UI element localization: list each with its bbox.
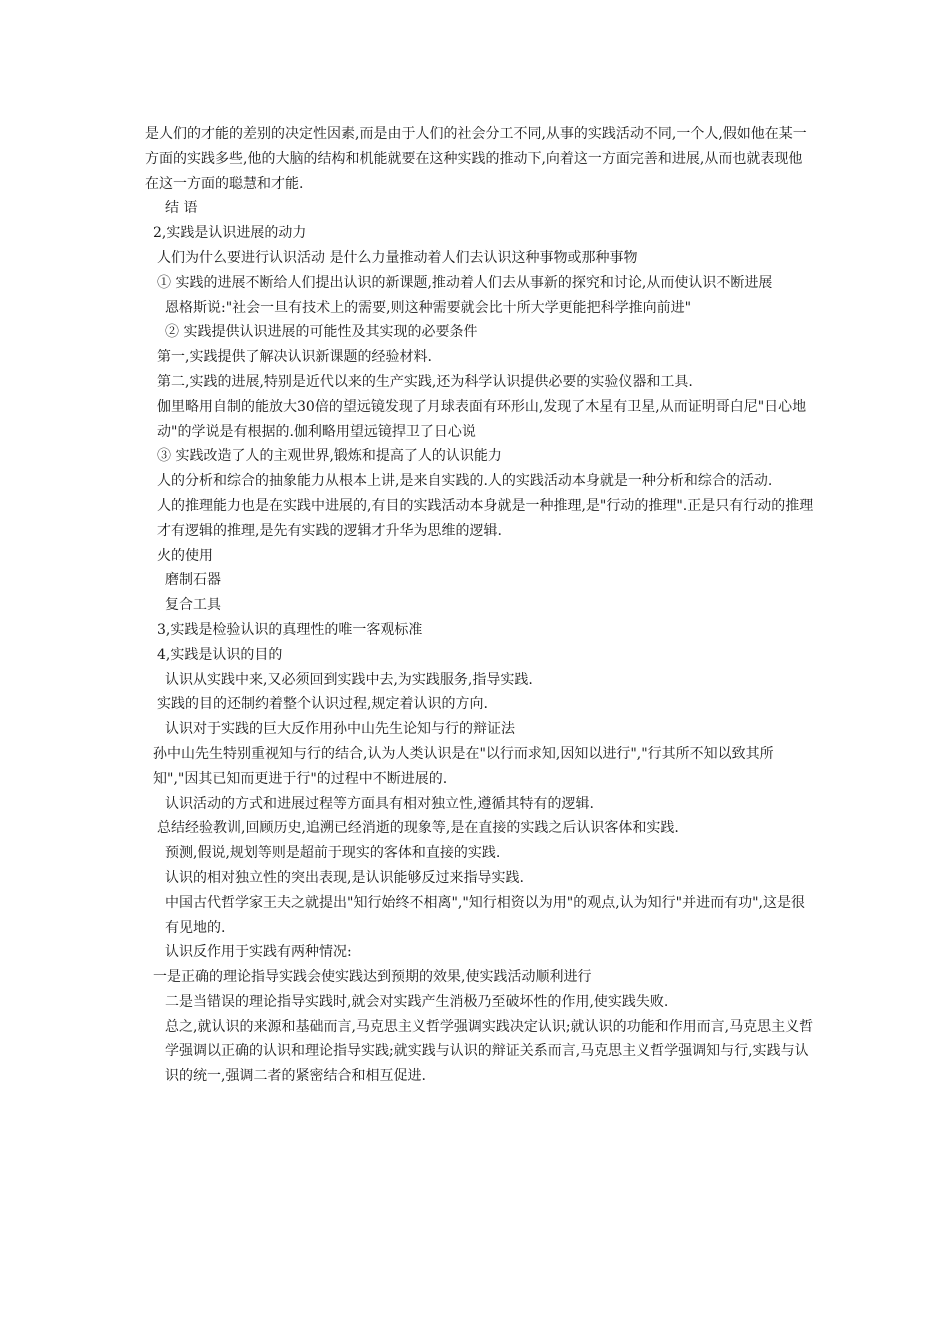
paragraph-wang-fuzhi: 中国古代哲学家王夫之就提出"知行始终不相离","知行相资以为用"的观点,认为知行"并进而有功",这是很有见地的. <box>165 894 805 936</box>
document-body <box>145 122 815 1089</box>
paragraph-composite-tools: 复合工具 <box>165 597 221 614</box>
paragraph-polished-stone: 磨制石器 <box>165 572 221 589</box>
paragraph-guiding-practice: 认识的相对独立性的突出表现,是认识能够反过来指导实践. <box>165 869 524 886</box>
paragraph-correct-theory: 一是正确的理论指导实践会使实践达到预期的效果,使实践活动顺利进行 <box>153 969 592 986</box>
paragraph-summary: 总之,就认识的来源和基础而言,马克思主义哲学强调实践决定认识;就认识的功能和作用而言,马克思主义哲学强调以正确的认识和理论指导实践;就实践与认识的辩证关系而言,马克思主义哲学强调知与行,实践与认识的统一,强调二者的紧密结合和相互促进. <box>165 1018 814 1085</box>
paragraph-reasoning: 人的推理能力也是在实践中进展的,有目的实践活动本身就是一种推理,是"行动的推理".正是只有行动的推理才有逻辑的推理,是先有实践的逻辑才升华为思维的逻辑. <box>157 497 814 539</box>
paragraph-sun-yatsen: 孙中山先生特别重视知与行的结合,认为人类认识是在"以行而求知,因知以进行","行其所不知以致其所知","因其已知而更进于行"的过程中不断进展的. <box>153 745 774 787</box>
paragraph-point-2: ② 实践提供认识进展的可能性及其实现的必要条件 <box>165 324 478 341</box>
paragraph-talent-difference: 是人们的才能的差别的决定性因素,而是由于人们的社会分工不同,从事的实践活动不同,一个人,假如他在某一方面的实践多些,他的大脑的结构和机能就要在这种实践的推动下,向着这一方面完善和进展,从而也就表现他在这一方面的聪慧和才能. <box>145 126 807 192</box>
paragraph-wrong-theory: 二是当错误的理论指导实践时,就会对实践产生消极乃至破坏性的作用,使实践失败. <box>165 993 669 1010</box>
paragraph-point-3: ③ 实践改造了人的主观世界,锻炼和提高了人的认识能力 <box>157 448 502 465</box>
paragraph-purpose-of-practice: 实践的目的还制约着整个认识过程,规定着认识的方向. <box>157 696 488 713</box>
paragraph-from-practice: 认识从实践中来,又必须回到实践中去,为实践服务,指导实践. <box>165 671 533 688</box>
paragraph-section-2-heading: 2,实践是认识进展的动力 <box>153 225 307 242</box>
paragraph-section-3-heading: 3,实践是检验认识的真理性的唯一客观标准 <box>157 621 423 638</box>
paragraph-analysis-synthesis: 人的分析和综合的抽象能力从根本上讲,是来自实践的.人的实践活动本身就是一种分析和综合的活动. <box>157 473 773 490</box>
paragraph-two-situations: 认识反作用于实践有两种情况: <box>165 944 352 961</box>
paragraph-use-of-fire: 火的使用 <box>157 547 213 564</box>
paragraph-second: 第二,实践的进展,特别是近代以来的生产实践,还为科学认识提供必要的实验仪器和工具. <box>157 373 693 390</box>
paragraph-point-1: ① 实践的进展不断给人们提出认识的新课题,推动着人们去从事新的探究和讨论,从而使认识不断进展 <box>157 274 773 291</box>
paragraph-prediction: 预测,假说,规划等则是超前于现实的客体和直接的实践. <box>165 845 501 862</box>
paragraph-galileo: 伽里略用自制的能放大30倍的望远镜发现了月球表面有环形山,发现了木星有卫星,从而证明哥白尼"日心地动"的学说是有根据的.伽利略用望远镜捍卫了日心说 <box>157 398 807 440</box>
paragraph-conclusion-heading: 结 语 <box>165 200 198 217</box>
paragraph-engels-quote: 恩格斯说:"社会一旦有技术上的需要,则这种需要就会比十所大学更能把科学推向前进" <box>165 299 692 316</box>
paragraph-section-4-heading: 4,实践是认识的目的 <box>157 646 283 663</box>
paragraph-sun-yatsen-heading: 认识对于实践的巨大反作用孙中山先生论知与行的辩证法 <box>165 721 515 738</box>
paragraph-why-cognize: 人们为什么要进行认识活动 是什么力量推动着人们去认识这种事物或那种事物 <box>157 249 638 266</box>
paragraph-relative-independence: 认识活动的方式和进展过程等方面具有相对独立性,遵循其特有的逻辑. <box>165 795 594 812</box>
paragraph-first: 第一,实践提供了解决认识新课题的经验材料. <box>157 349 432 366</box>
paragraph-summarize-experience: 总结经验教训,回顾历史,追溯已经消逝的现象等,是在直接的实践之后认识客体和实践. <box>157 820 679 837</box>
